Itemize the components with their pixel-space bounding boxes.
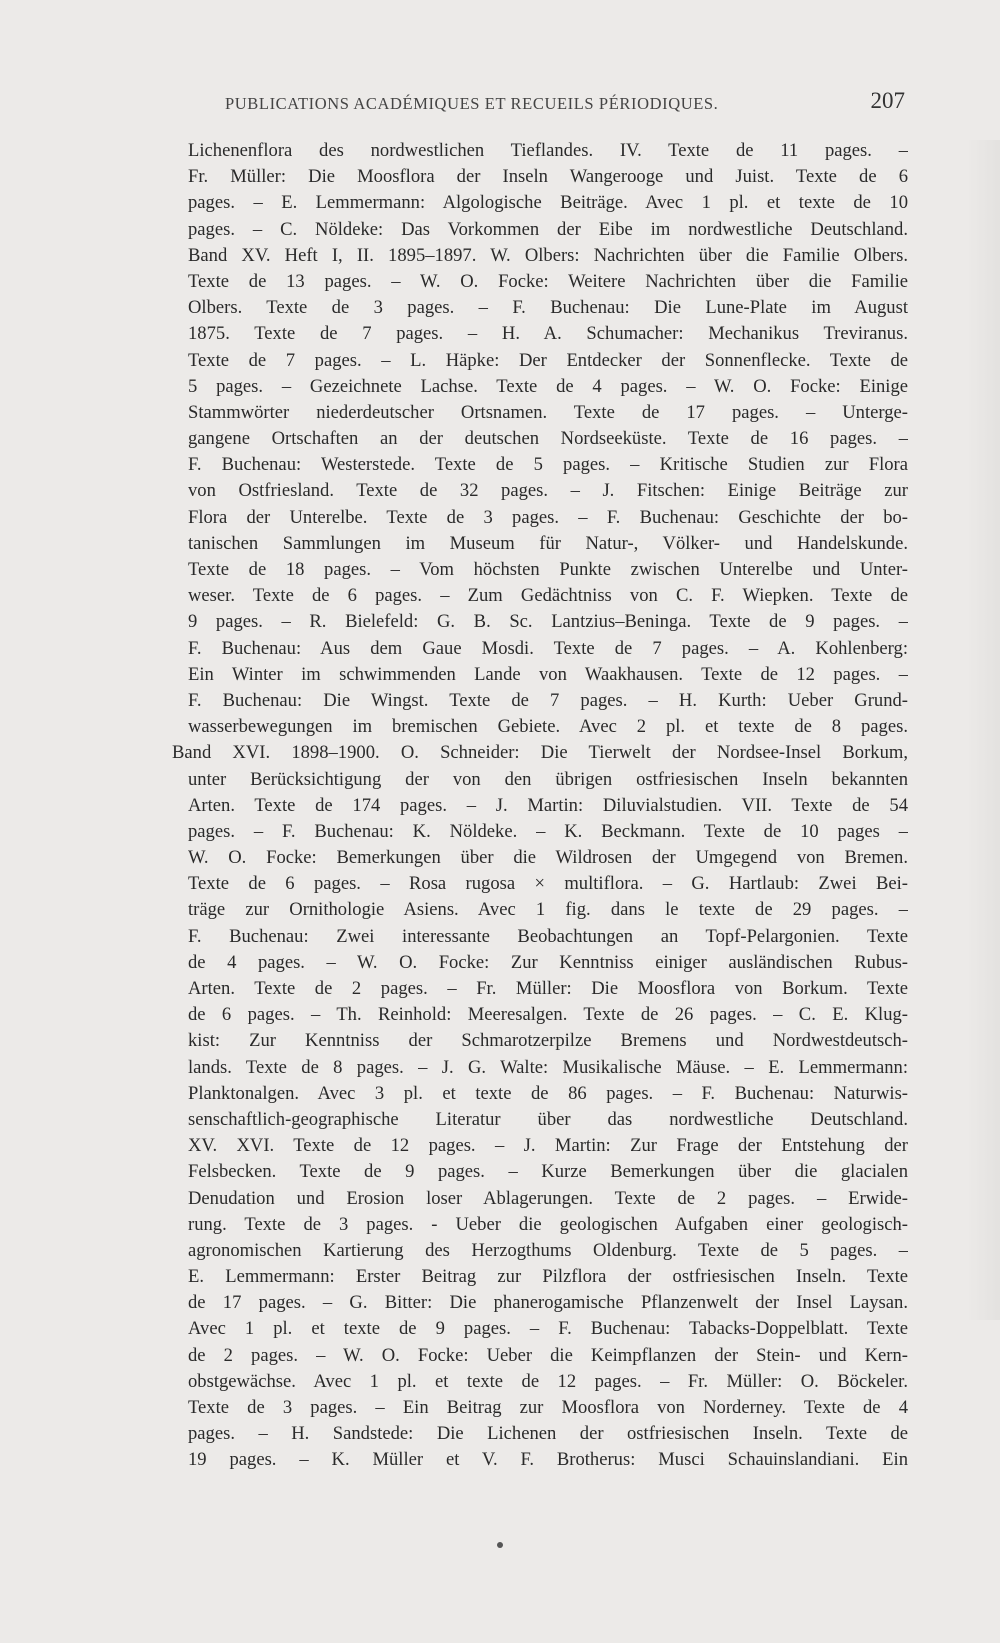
text-line: Arten. Texte de 2 pages. – Fr. Müller: Die Moosflora von Borkum. Texte xyxy=(188,978,908,999)
text-line: Denudation und Erosion loser Ablagerungen. Texte de 2 pages. – Erwide- xyxy=(188,1187,908,1209)
text-line: Fr. Müller: Die Moosflora der Inseln Wangerooge und Juist. Texte de 6 xyxy=(188,166,908,188)
running-header xyxy=(225,90,905,120)
page-number: 207 xyxy=(870,88,905,113)
text-line: lands. Texte de 8 pages. – J. G. Walte: Musikalische Mäuse. – E. Lemmermann: xyxy=(188,1056,908,1078)
text-line: F. Buchenau: Zwei interessante Beobachtungen an Topf-Pelargonien. Texte xyxy=(188,925,908,947)
text-line: obstgewächse. Avec 1 pl. et texte de 12 pages. – Fr. Müller: O. Böckeler. xyxy=(188,1370,908,1392)
text-line: 19 pages. – K. Müller et V. F. Brotherus: Musci Schauinslandiani. Ein xyxy=(188,1449,908,1471)
text-line: XV. XVI. Texte de 12 pages. – J. Martin: Zur Frage der Entstehung der xyxy=(188,1135,908,1157)
text-line: Olbers. Texte de 3 pages. – F. Buchenau: Die Lune-Plate im August xyxy=(188,297,908,319)
text-line-band-heading: Band XVI. 1898–1900. O. Schneider: Die Tierwelt der Nordsee-Insel Borkum, xyxy=(172,742,908,764)
text-line: 9 pages. – R. Bielefeld: G. B. Sc. Lantzius–Beninga. Texte de 9 pages. – xyxy=(188,611,908,633)
text-line: F. Buchenau: Aus dem Gaue Mosdi. Texte de 7 pages. – A. Kohlenberg: xyxy=(188,637,908,659)
text-line: Arten. Texte de 174 pages. – J. Martin: Diluvialstudien. VII. Texte de 54 xyxy=(188,794,908,816)
running-title: PUBLICATIONS ACADÉMIQUES ET RECUEILS PÉRIODIQUES. xyxy=(225,94,719,113)
printer-dot-mark xyxy=(497,1542,503,1548)
text-line: 1875. Texte de 7 pages. – H. A. Schumacher: Mechanikus Treviranus. xyxy=(188,323,908,345)
text-line: rung. Texte de 3 pages. - Ueber die geologischen Aufgaben einer geologisch- xyxy=(188,1213,908,1235)
text-line: Texte de 3 pages. – Ein Beitrag zur Moosflora von Norderney. Texte de 4 xyxy=(188,1397,908,1418)
text-line: Ein Winter im schwimmenden Lande von Waakhausen. Texte de 12 pages. – xyxy=(188,663,908,685)
text-line: unter Berücksichtigung der von den übrigen ostfriesischen Inseln bekannten xyxy=(188,768,908,790)
text-line: Stammwörter niederdeutscher Ortsnamen. Texte de 17 pages. – Unterge- xyxy=(188,401,908,423)
text-line: F. Buchenau: Westerstede. Texte de 5 pages. – Kritische Studien zur Flora xyxy=(188,454,908,476)
body-text xyxy=(172,138,908,1474)
text-line: Felsbecken. Texte de 9 pages. – Kurze Bemerkungen über die glacialen xyxy=(188,1161,908,1183)
text-line: Texte de 18 pages. – Vom höchsten Punkte zwischen Unterelbe und Unter- xyxy=(188,559,908,580)
text-line: Texte de 7 pages. – L. Häpke: Der Entdecker der Sonnenflecke. Texte de xyxy=(188,349,908,371)
text-line: Lichenenflora des nordwestlichen Tieflandes. IV. Texte de 11 pages. – xyxy=(188,140,908,161)
text-line: de 17 pages. – G. Bitter: Die phanerogamische Pflanzenwelt der Insel Laysan. xyxy=(188,1292,908,1314)
text-line: Avec 1 pl. et texte de 9 pages. – F. Buchenau: Tabacks-Doppelblatt. Texte xyxy=(188,1318,908,1340)
text-line: von Ostfriesland. Texte de 32 pages. – J. Fitschen: Einige Beiträge zur xyxy=(188,480,908,502)
text-line: pages. – F. Buchenau: K. Nöldeke. – K. Beckmann. Texte de 10 pages – xyxy=(188,820,908,842)
text-line: wasserbewegungen im bremischen Gebiete. Avec 2 pl. et texte de 8 pages. xyxy=(188,716,908,738)
page-edge-shadow xyxy=(966,140,1000,1320)
text-line: weser. Texte de 6 pages. – Zum Gedächtniss von C. F. Wiepken. Texte de xyxy=(188,585,908,607)
text-line: W. O. Focke: Bemerkungen über die Wildrosen der Umgegend von Bremen. xyxy=(188,847,908,869)
text-line: pages. – H. Sandstede: Die Lichenen der ostfriesischen Inseln. Texte de xyxy=(188,1423,908,1445)
text-line: senschaftlich-geographische Literatur über das nordwestliche Deutschland. xyxy=(188,1108,908,1130)
text-line: agronomischen Kartierung des Herzogthums Oldenburg. Texte de 5 pages. – xyxy=(188,1239,908,1261)
text-line: E. Lemmermann: Erster Beitrag zur Pilzflora der ostfriesischen Inseln. Texte xyxy=(188,1266,908,1288)
text-line: kist: Zur Kenntniss der Schmarotzerpilze Bremens und Nordwestdeutsch- xyxy=(188,1030,908,1052)
text-line: Flora der Unterelbe. Texte de 3 pages. – F. Buchenau: Geschichte der bo- xyxy=(188,506,908,528)
text-line: 5 pages. – Gezeichnete Lachse. Texte de 4 pages. – W. O. Focke: Einige xyxy=(188,375,908,397)
text-line: pages. – E. Lemmermann: Algologische Beiträge. Avec 1 pl. et texte de 10 xyxy=(188,192,908,214)
text-line: gangene Ortschaften an der deutschen Nordseeküste. Texte de 16 pages. – xyxy=(188,428,908,450)
text-line: de 6 pages. – Th. Reinhold: Meeresalgen. Texte de 26 pages. – C. E. Klug- xyxy=(188,1004,908,1026)
text-line: Texte de 6 pages. – Rosa rugosa × multiflora. – G. Hartlaub: Zwei Bei- xyxy=(188,873,908,895)
text-line: F. Buchenau: Die Wingst. Texte de 7 pages. – H. Kurth: Ueber Grund- xyxy=(188,689,908,711)
text-line: Texte de 13 pages. – W. O. Focke: Weitere Nachrichten über die Familie xyxy=(188,270,908,292)
text-line: de 4 pages. – W. O. Focke: Zur Kenntniss einiger ausländischen Rubus- xyxy=(188,951,908,973)
text-line: träge zur Ornithologie Asiens. Avec 1 fig. dans le texte de 29 pages. – xyxy=(188,899,908,921)
text-line: pages. – C. Nöldeke: Das Vorkommen der Eibe im nordwestliche Deutschland. xyxy=(188,218,908,240)
text-line-band-heading: Band XV. Heft I, II. 1895–1897. W. Olbers: Nachrichten über die Familie Olbers. xyxy=(188,244,908,266)
text-line: tanischen Sammlungen im Museum für Natur-, Völker- und Handelskunde. xyxy=(188,532,908,554)
text-line: de 2 pages. – W. O. Focke: Ueber die Keimpflanzen der Stein- und Kern- xyxy=(188,1344,908,1366)
text-line: Planktonalgen. Avec 3 pl. et texte de 86 pages. – F. Buchenau: Naturwis- xyxy=(188,1082,908,1104)
